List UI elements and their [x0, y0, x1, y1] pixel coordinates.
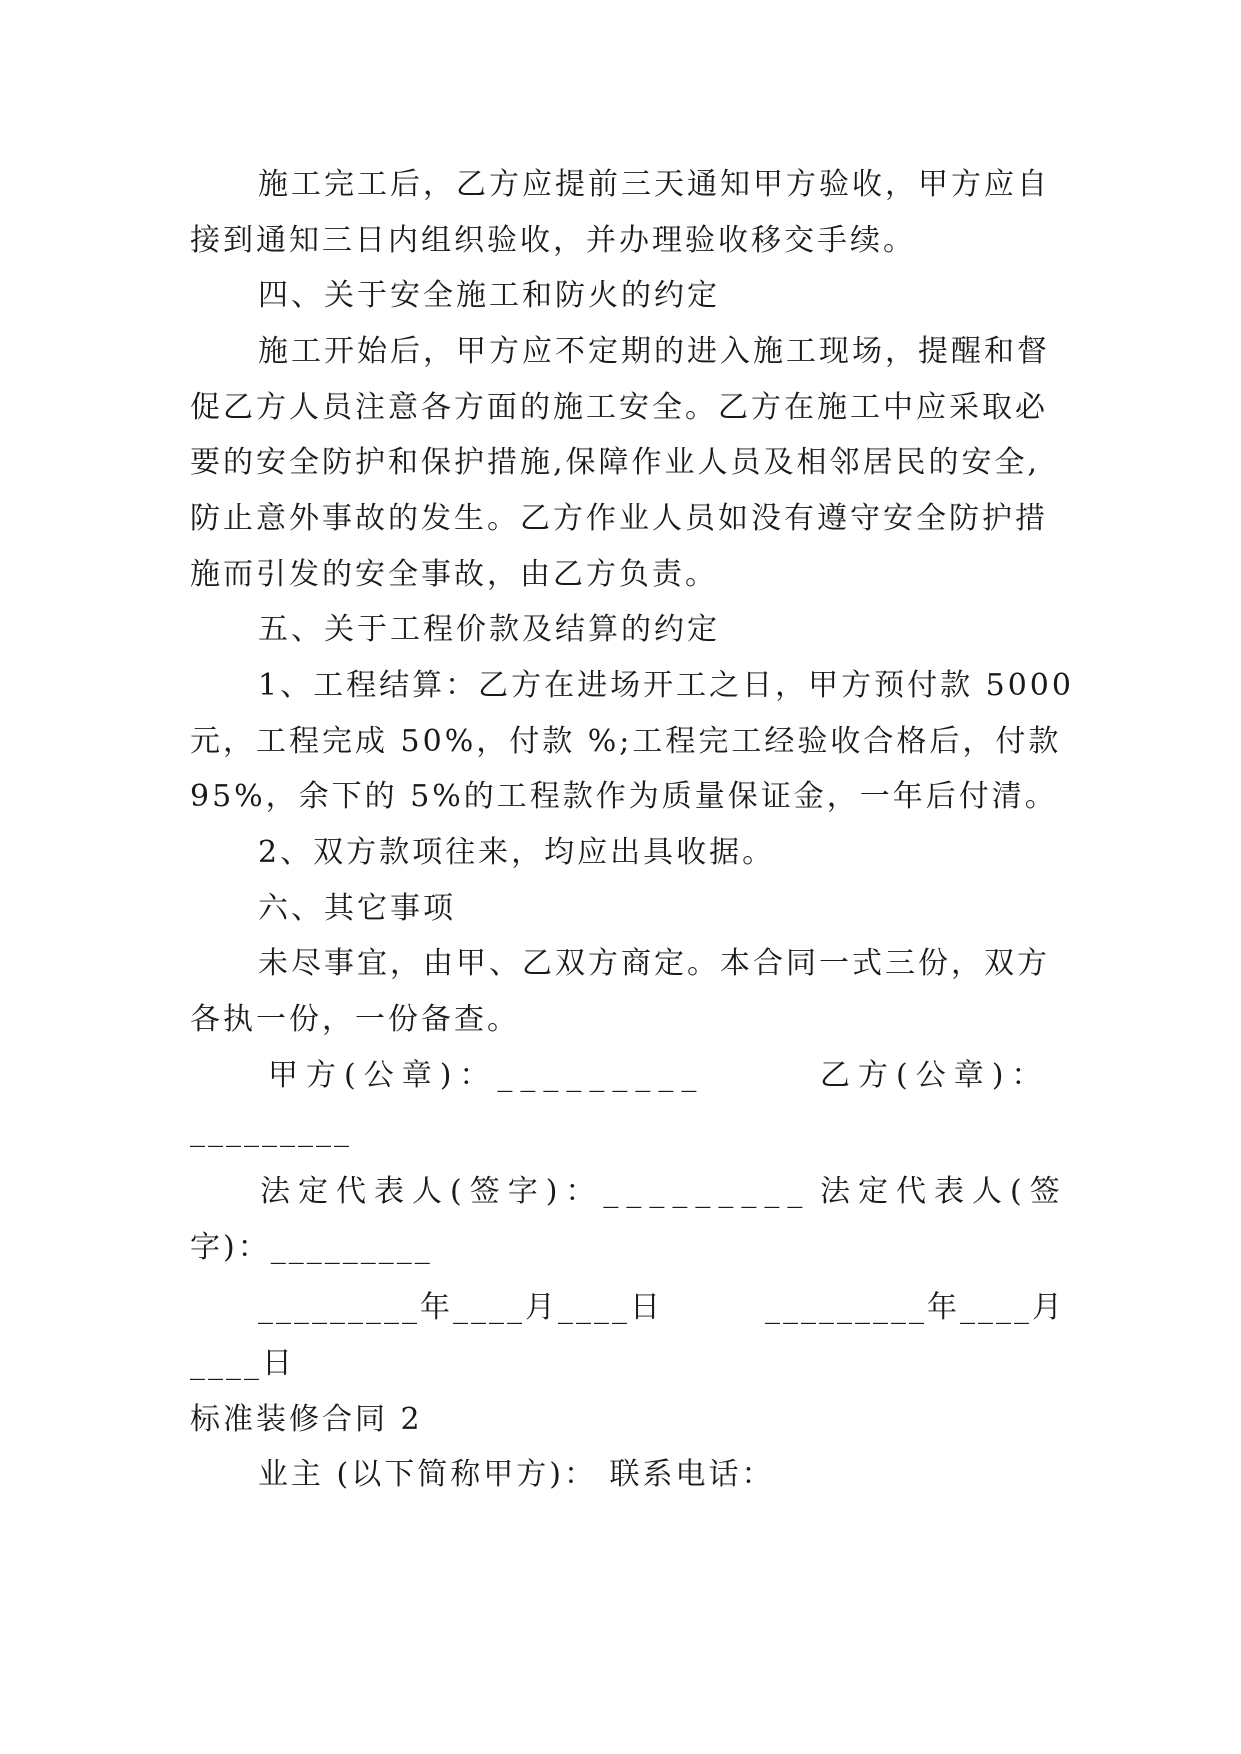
paragraph-line: 施工完工后，乙方应提前三天通知甲方验收，甲方应自 — [258, 167, 1050, 202]
paragraph-line: 95%，余下的 5%的工程款作为质量保证金，一年后付清。 — [190, 779, 1058, 814]
party-a-seal: 甲方(公章)：_________ — [268, 1058, 705, 1093]
section-heading: 四、关于安全施工和防火的约定 — [258, 278, 720, 313]
party-a-date: _________年____月____日 — [258, 1290, 663, 1325]
party-b-seal: 乙方(公章)： — [820, 1058, 1050, 1093]
paragraph-line: 促乙方人员注意各方面的施工安全。乙方在施工中应采取必 — [190, 390, 1048, 425]
paragraph-line: 1、工程结算：乙方在进场开工之日，甲方预付款 5000 — [258, 668, 1074, 703]
paragraph-line: 各执一份，一份备查。 — [190, 1002, 520, 1037]
paragraph-line: 接到通知三日内组织验收，并办理验收移交手续。 — [190, 223, 916, 258]
paragraph-line: 未尽事宜，由甲、乙双方商定。本合同一式三份，双方 — [258, 946, 1050, 981]
paragraph-line: 元，工程完成 50%，付款 %;工程完工经验收合格后，付款 — [190, 724, 1062, 759]
owner-line: 业主 (以下简称甲方)： 联系电话： — [258, 1457, 775, 1492]
paragraph-line: 施工开始后，甲方应不定期的进入施工现场，提醒和督 — [258, 334, 1050, 369]
section-title: 标准装修合同 2 — [190, 1402, 423, 1437]
party-b-date: _________年____月 — [765, 1290, 1065, 1325]
party-b-representative: 法定代表人(签 — [820, 1174, 1068, 1209]
section-heading: 五、关于工程价款及结算的约定 — [258, 612, 720, 647]
party-b-representative-cont: 字)：_________ — [190, 1230, 433, 1265]
party-a-representative: 法定代表人(签字)：_________ — [260, 1174, 811, 1209]
section-heading: 六、其它事项 — [258, 891, 456, 926]
paragraph-line: 要的安全防护和保护措施,保障作业人员及相邻居民的安全, — [190, 445, 1041, 480]
party-b-seal-blank: _________ — [190, 1113, 352, 1148]
paragraph-line: 2、双方款项往来，均应出具收据。 — [258, 835, 776, 870]
paragraph-line: 防止意外事故的发生。乙方作业人员如没有遵守安全防护措 — [190, 501, 1048, 536]
party-b-date-cont: ____日 — [190, 1346, 295, 1381]
paragraph-line: 施而引发的安全事故，由乙方负责。 — [190, 557, 718, 592]
